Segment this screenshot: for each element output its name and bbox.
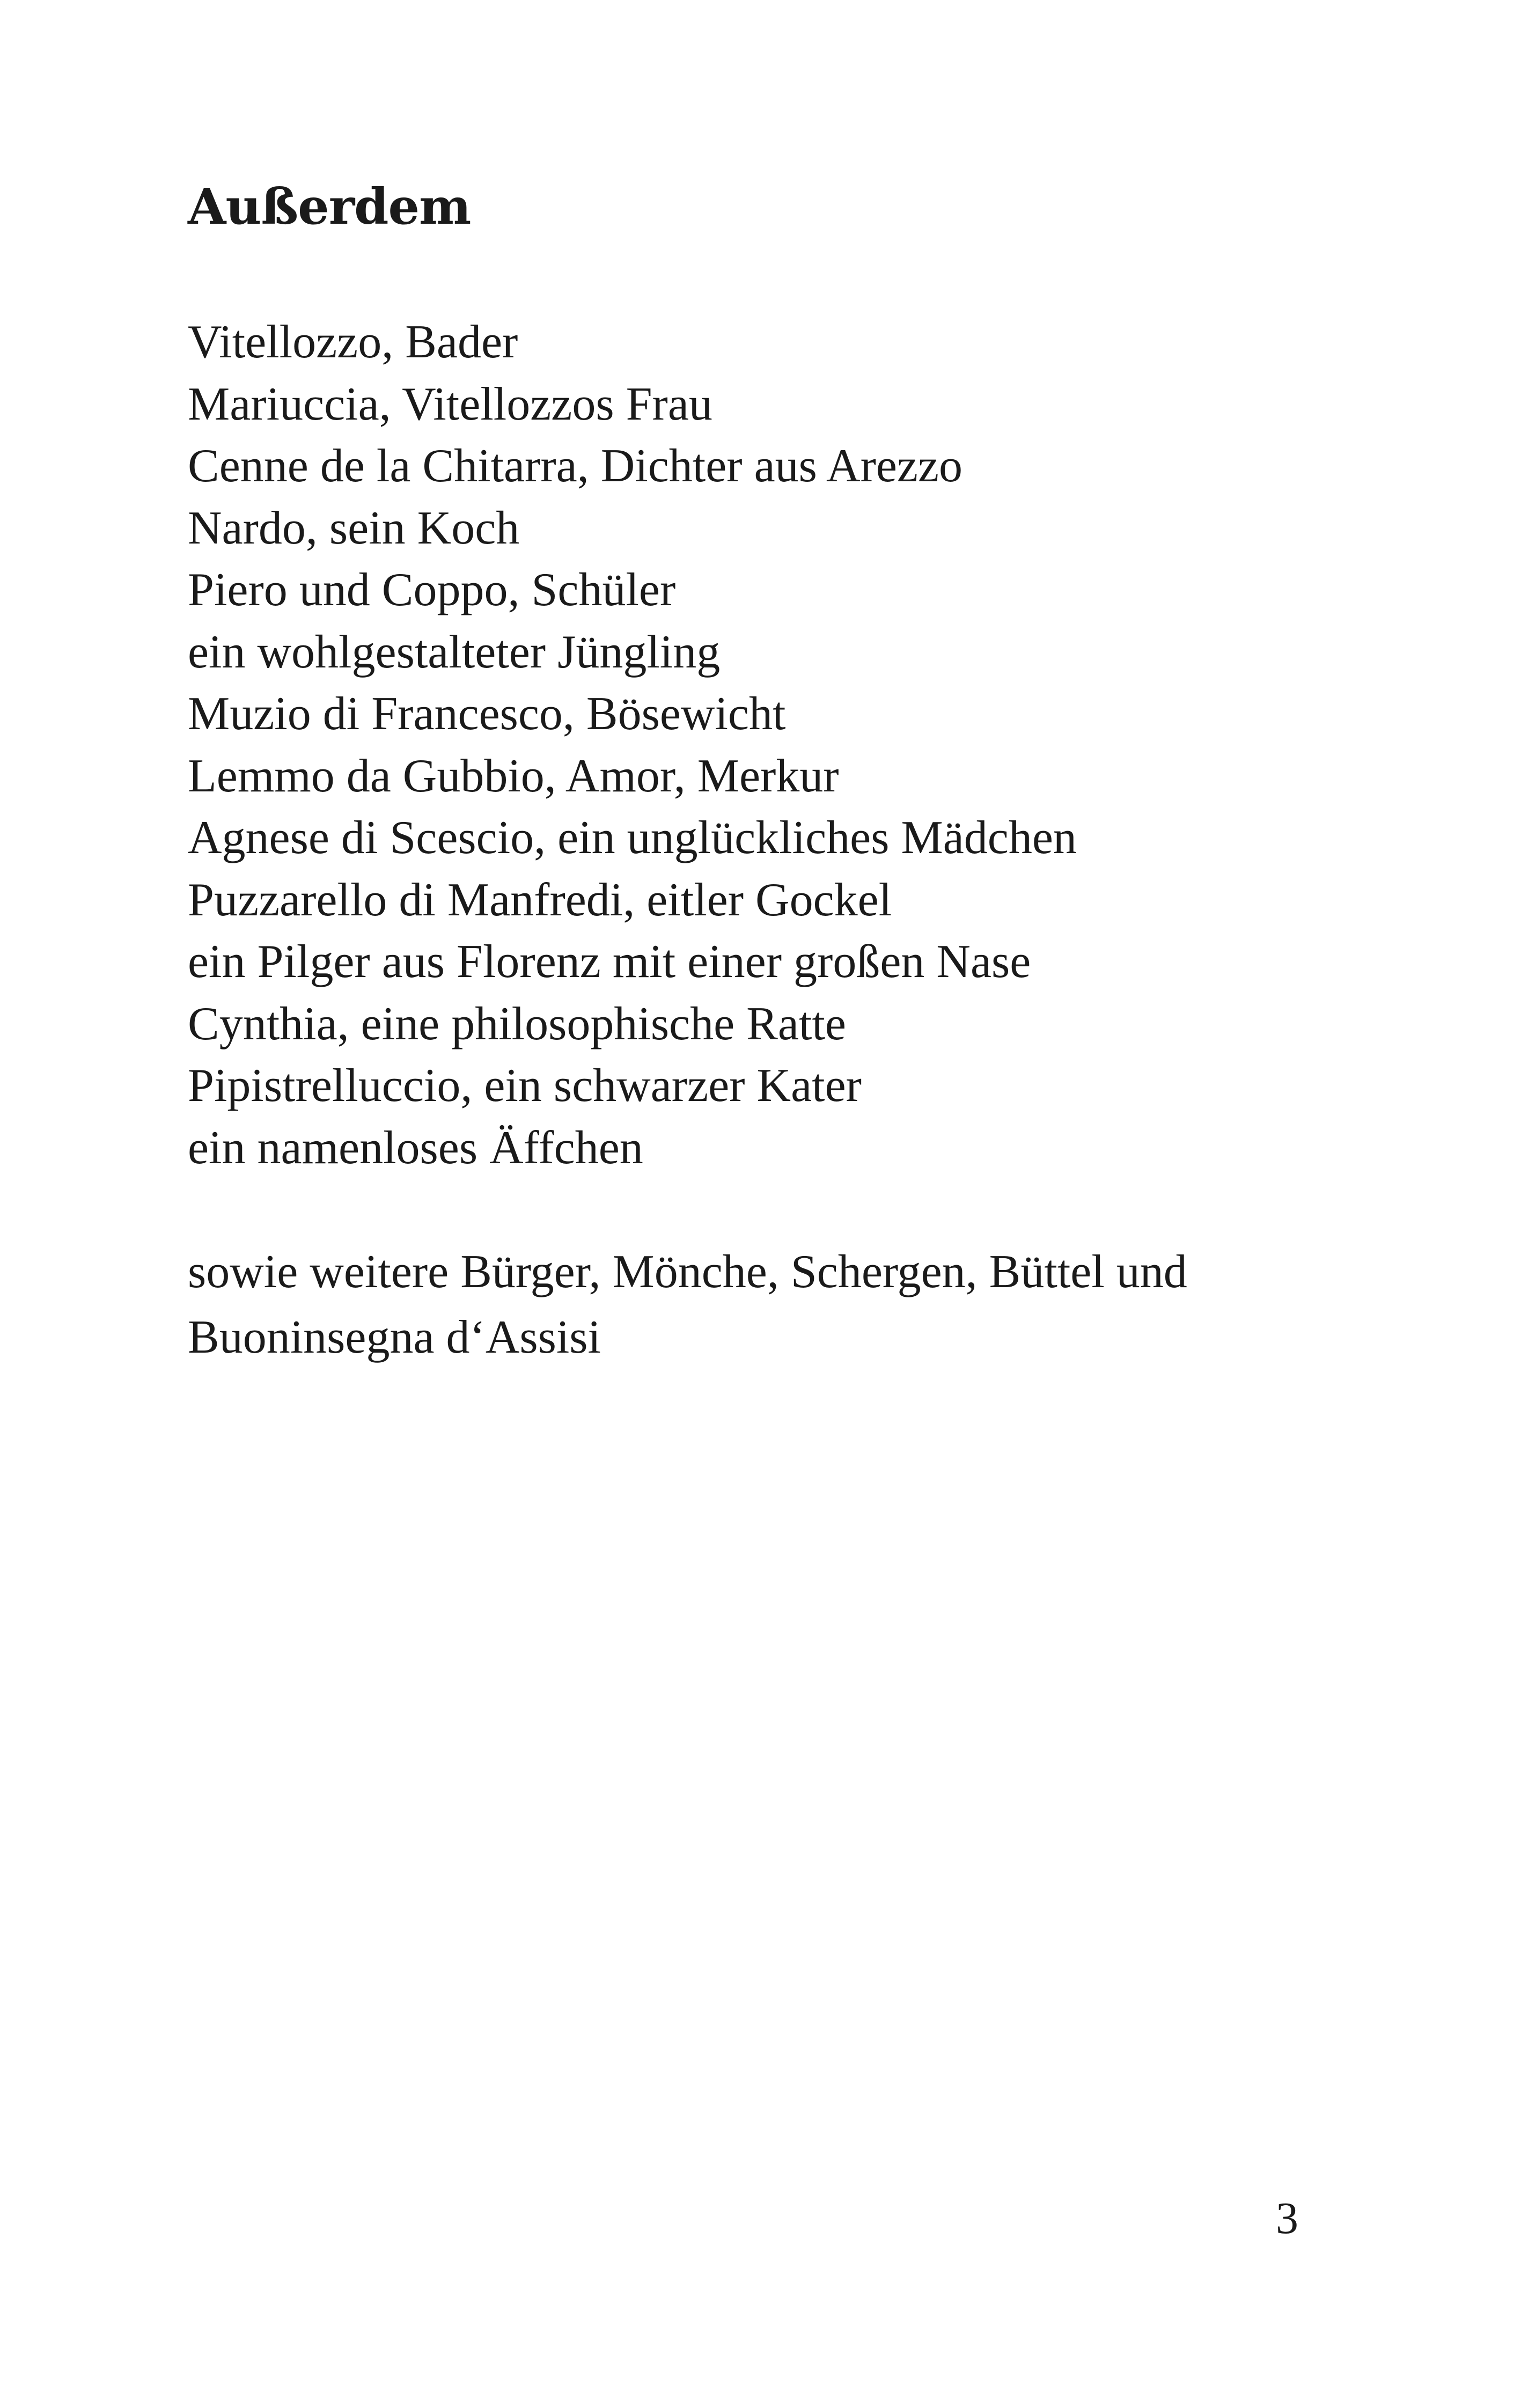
cast-entry: ein Pilger aus Florenz mit einer großen Nase [188, 936, 1031, 988]
section-heading: Außerdem [188, 178, 471, 236]
closing-line: sowie weitere Bürger, Mönche, Schergen, Büttel und [188, 1246, 1187, 1298]
cast-entry: Mariuccia, Vitellozzos Frau [188, 378, 712, 430]
cast-entry: Cynthia, eine philosophische Ratte [188, 997, 846, 1050]
cast-entry: Lemmo da Gubbio, Amor, Merkur [188, 750, 839, 802]
cast-entry: ein wohlgestalteter Jüngling [188, 626, 721, 678]
cast-entry: Puzzarello di Manfredi, eitler Gockel [188, 873, 892, 926]
cast-entry: Nardo, sein Koch [188, 502, 520, 554]
page-number: 3 [1276, 2193, 1298, 2243]
cast-entry: Vitellozzo, Bader [188, 316, 518, 368]
cast-entry: ein namenloses Äffchen [188, 1121, 643, 1174]
cast-entry: Agnese di Scescio, ein unglückliches Mädchen [188, 812, 1077, 864]
cast-entry: Muzio di Francesco, Bösewicht [188, 688, 786, 740]
cast-entry: Pipistrelluccio, ein schwarzer Kater [188, 1060, 862, 1112]
cast-entry: Cenne de la Chitarra, Dichter aus Arezzo [188, 440, 963, 492]
cast-list [188, 311, 1077, 1179]
cast-entry: Piero und Coppo, Schüler [188, 564, 676, 616]
closing-line: Buoninsegna d‘Assisi [188, 1311, 601, 1363]
closing-paragraph [188, 1239, 1368, 1370]
